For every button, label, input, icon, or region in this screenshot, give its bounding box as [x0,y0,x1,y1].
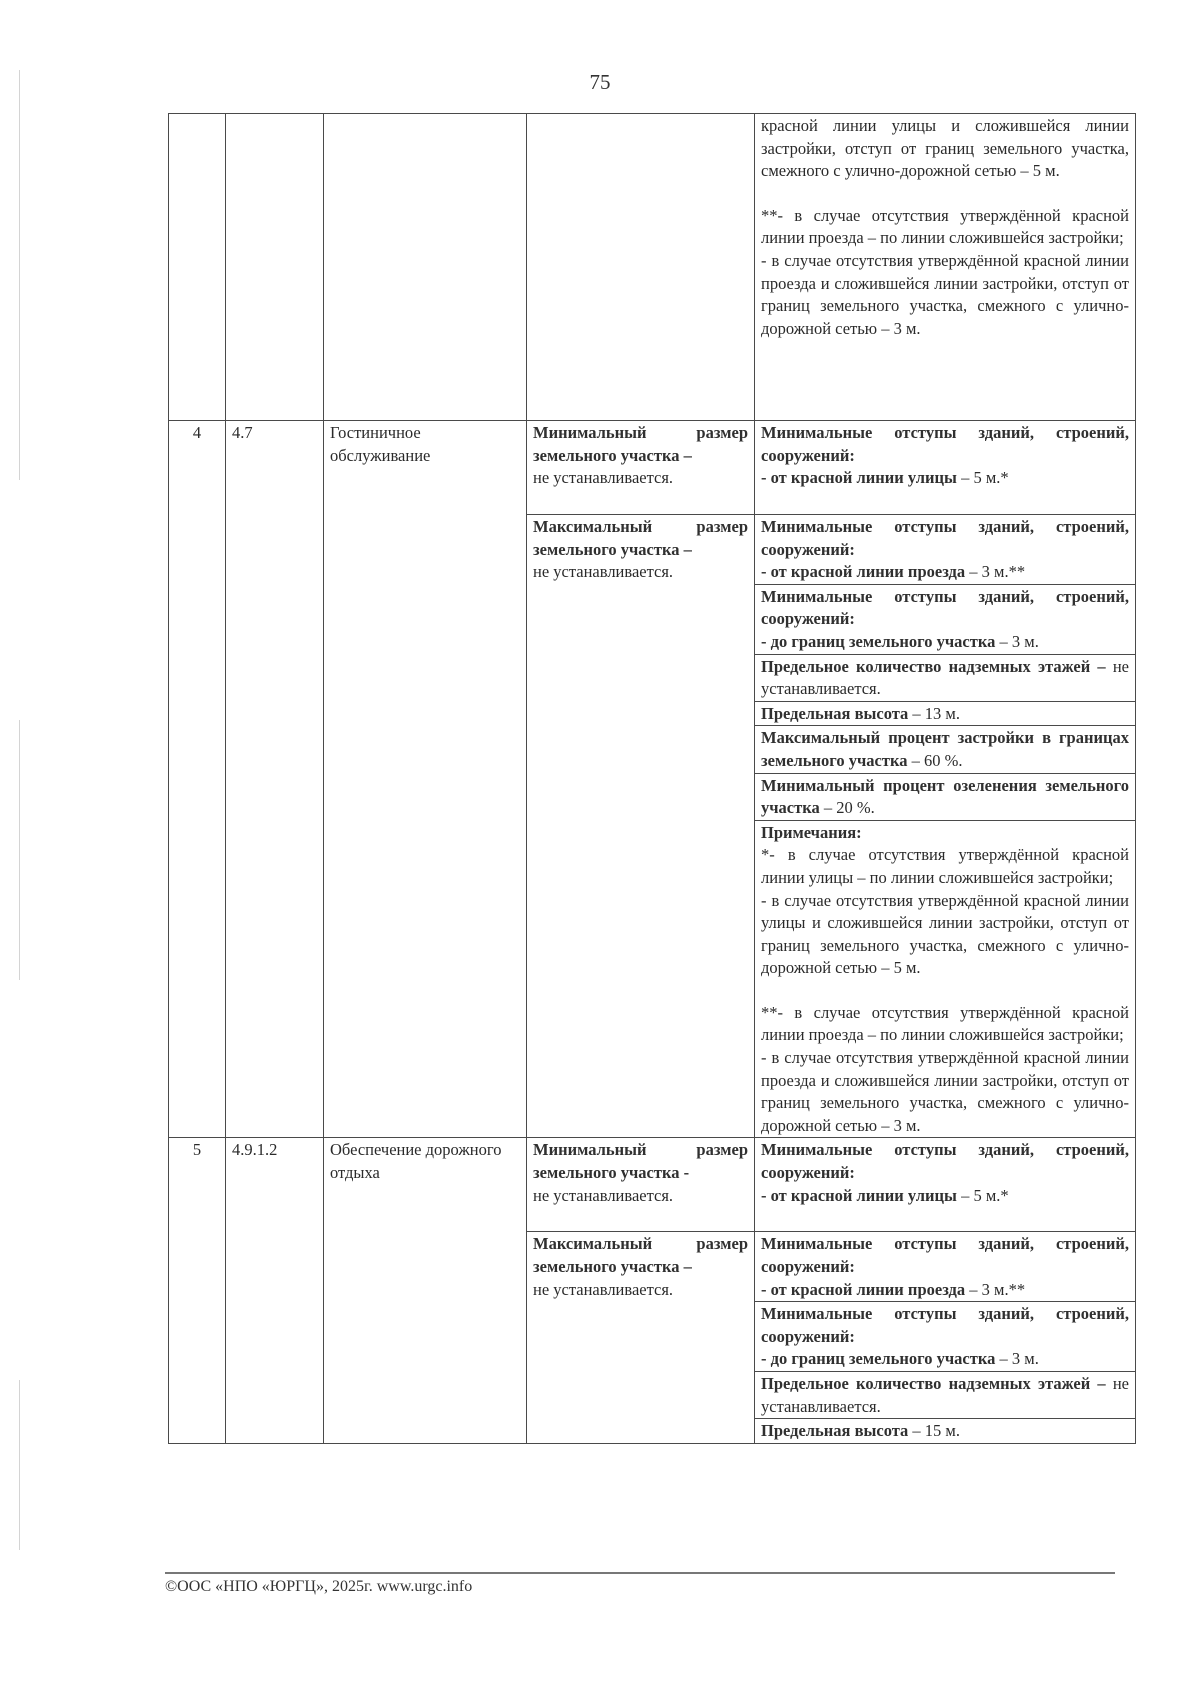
scan-edge-mark [19,1380,20,1550]
param-value: - от красной линии улицы [761,468,957,488]
min-area-value: не устанавливается. [533,1185,674,1205]
page-number: 75 [589,70,611,94]
param-value: - до границ земельного участка [761,631,996,651]
notes-title: Примечания: [761,822,862,842]
note-paragraph: - в случае отсутствия утверждённой красной линии проезда и сложившейся линии застройки, отступ от границ земельного участка, смежного с улично-дорожной сетью – 3 м. [761,1048,1129,1135]
max-area-title: Максимальный размер земельного участка – [533,517,748,559]
notes-cell [755,820,1135,1137]
max-area-cell [527,1232,755,1443]
param-min-setback-street [755,421,1136,515]
param-tail: – 15 м. [908,1421,960,1441]
param-min-setback-boundary [755,584,1135,654]
param-title: Предельное количество надземных этажей – [761,1374,1106,1393]
max-area-value: не устанавливается. [533,562,674,582]
note-paragraph: - в случае отсутствия утверждённой красной линии проезда и сложившейся линии застройки, отступ от границ земельного участка, смежного с улично-дорожной сетью – 3 м. [761,250,1129,338]
param-title: Предельная высота [761,1421,909,1441]
note-paragraph: красной линии улицы и сложившейся линии застройки, отступ от границ земельного участка, смежного с улично-дорожной сетью – 5 м. [761,116,1129,181]
param-value: - от красной линии проезда [761,1279,966,1299]
regulations-table [168,113,1136,1444]
param-title: Минимальный процент озеленения земельного участка [761,775,1129,818]
notes-cell [755,114,1136,421]
param-title: Минимальные отступы зданий, строений, сооружений: [761,423,1129,465]
cell-area [527,114,755,421]
cell-name [324,114,527,421]
param-max-height [755,1419,1135,1443]
footer-divider [165,1572,1115,1574]
table-row-4 [169,421,1136,515]
param-min-setback-street [755,1138,1136,1232]
row-number: 4 [169,421,226,1138]
param-tail: – 3 м.** [965,1279,1026,1299]
param-tail: – 5 м.* [956,1185,1009,1205]
param-tail: – 3 м. [995,1349,1039,1369]
cell-num [169,114,226,421]
note-spacer [761,183,1129,205]
row-land-use-name: Гостиничное обслуживание [324,421,527,1138]
note-paragraph: - в случае отсутствия утверждённой красной линии улицы и сложившейся линии застройки, отступ от границ земельного участка, смежного с улично-дорожной сетью – 5 м. [761,890,1129,978]
param-title: Предельное количество надземных этажей – [761,656,1106,676]
param-title: Минимальные отступы зданий, строений, сооружений: [761,1140,1129,1183]
min-area-value: не устанавливается. [533,468,674,488]
param-title: Максимальный процент застройки в границах земельного участка [761,728,1129,770]
min-area-cell [527,421,755,515]
min-area-title: Минимальный размер земельного участка - [533,1140,748,1183]
param-tail: – 13 м. [908,703,960,723]
param-max-floors [755,654,1135,701]
param-max-height [755,701,1135,726]
param-tail: – 5 м.* [956,468,1009,488]
max-area-title: Максимальный размер земельного участка – [533,1234,748,1277]
param-title: Минимальные отступы зданий, строений, сооружений: [761,586,1129,629]
param-value: - от красной линии проезда [761,562,966,582]
row-code: 4.9.1.2 [226,1138,324,1443]
cell-code [226,114,324,421]
param-min-setback-driveway [755,1232,1135,1301]
param-value: - до границ земельного участка [761,1349,996,1369]
param-tail: – 3 м.** [965,562,1026,582]
min-area-cell [527,1138,755,1232]
param-title: Минимальные отступы зданий, строений, сооружений: [761,1234,1129,1277]
param-tail: не устанавливается. [761,1374,1129,1416]
param-max-coverage [755,726,1135,773]
scan-edge-mark [19,70,20,480]
row-land-use-name: Обеспечение дорожного отдыха [324,1138,527,1443]
row-number: 5 [169,1138,226,1443]
params-stack [755,515,1136,1138]
param-title: Предельная высота [761,703,909,723]
params-stack [755,1232,1136,1443]
footer-copyright: ©ООС «НПО «ЮРГЦ», 2025г. www.urgc.info [165,1578,473,1595]
param-tail: – 20 %. [819,798,875,818]
note-paragraph: **- в случае отсутствия утверждённой красной линии проезда – по линии сложившейся застройки; [761,1002,1129,1045]
param-tail: – 3 м. [995,631,1039,651]
param-tail: – 60 %. [907,750,963,770]
param-title: Минимальные отступы зданий, строений, сооружений: [761,1304,1129,1346]
note-paragraph: *- в случае отсутствия утверждённой красной линии улицы – по линии сложившейся застройки; [761,845,1129,887]
param-value: - от красной линии улицы [761,1185,957,1205]
max-area-cell [527,515,755,1138]
params-inner-table [755,1232,1135,1442]
param-title: Минимальные отступы зданий, строений, сооружений: [761,517,1129,559]
scan-edge-mark [19,720,20,980]
min-area-title: Минимальный размер земельного участка – [533,423,748,465]
param-max-floors [755,1372,1135,1419]
row-code: 4.7 [226,421,324,1138]
table-row-continuation [169,114,1136,421]
note-paragraph: **- в случае отсутствия утверждённой красной линии проезда – по линии сложившейся застройки; [761,205,1129,248]
param-min-setback-boundary [755,1302,1135,1372]
table-row-5 [169,1138,1136,1232]
params-inner-table [755,515,1135,1137]
max-area-value: не устанавливается. [533,1279,674,1299]
param-tail: не устанавливается. [761,656,1129,699]
param-min-greening [755,773,1135,820]
note-spacer [761,980,1129,1002]
param-min-setback-driveway [755,515,1135,584]
